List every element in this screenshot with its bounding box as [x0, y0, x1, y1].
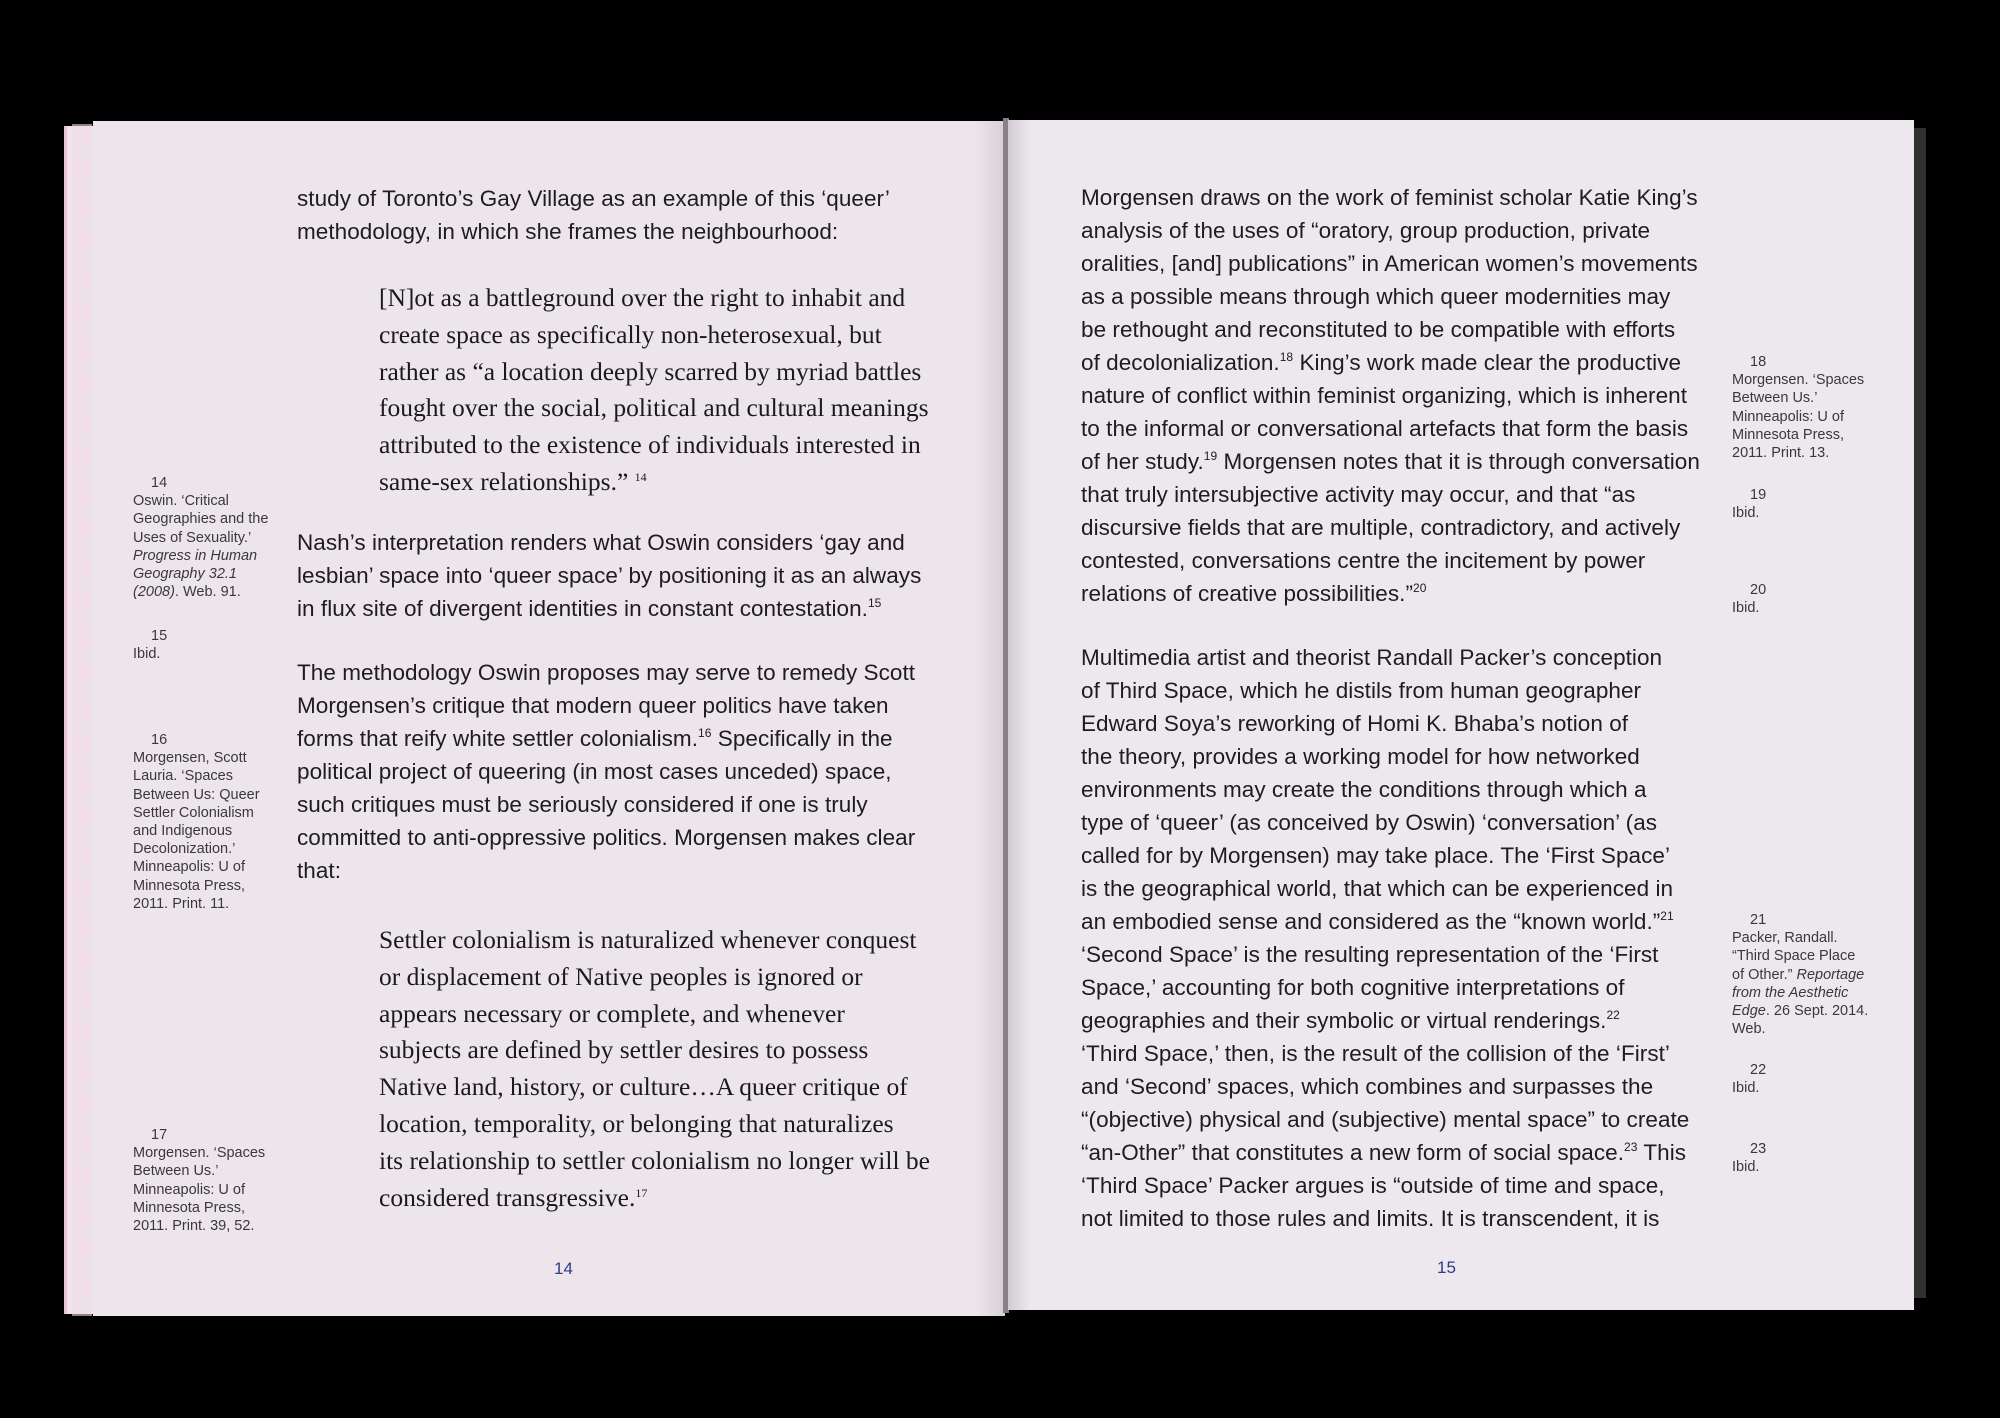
text-line: forms that reify white settler colonialism.	[297, 726, 699, 751]
footnote-ref: 20	[1413, 581, 1427, 595]
footnote-ref: 16	[698, 726, 712, 740]
quote-line: considered transgressive.	[379, 1182, 636, 1212]
note-line: Between Us: Queer	[133, 786, 260, 803]
note-line: Lauria. ‘Spaces	[133, 768, 233, 785]
quote-line: [N]ot as a battleground over the right to inhabit and	[379, 283, 906, 312]
footnote-ref: 19	[1203, 449, 1218, 463]
page-number-left: 14	[554, 1259, 573, 1278]
note-line: Morgensen. ‘Spaces	[133, 1145, 266, 1162]
text-line: environments may create the conditions through which a	[1081, 777, 1647, 802]
block-quote-1	[379, 280, 929, 501]
right-paragraph-1	[1081, 181, 1700, 610]
text-line: not limited to those rules and limits. It is transcendent, it is	[1081, 1206, 1660, 1231]
note-italic: Progress in Human	[133, 547, 258, 564]
text-line: ‘Third Space’ Packer argues is “outside of time and space,	[1081, 1173, 1665, 1198]
text-line: type of ‘queer’ (as conceived by Oswin) ‘conversation’ (as	[1081, 810, 1658, 835]
quote-line: same-sex relationships.”	[379, 466, 635, 496]
text-line: that:	[297, 858, 342, 883]
sidenote-17	[133, 1126, 293, 1235]
quote-line: create space as specifically non-heterosexual, but	[379, 319, 882, 349]
footnote-ref: 22	[1606, 1008, 1620, 1022]
note-number: 22	[1750, 1062, 1767, 1078]
left-paragraph-3	[297, 656, 915, 887]
page-number-right: 15	[1437, 1258, 1456, 1277]
note-italic: Edge	[1732, 1003, 1766, 1020]
note-italic: from the Aesthetic	[1732, 984, 1849, 1001]
text-line: to the informal or conversational artefacts that form the basis	[1081, 416, 1689, 441]
note-line: Geographies and the	[133, 511, 269, 528]
footnote-ref: 21	[1660, 909, 1674, 923]
note-line: Uses of Sexuality.’	[133, 529, 252, 546]
text-line: Morgensen’s critique that modern queer politics have taken	[297, 693, 889, 718]
text-line: nature of conflict within feminist organizing, which is inherent	[1081, 383, 1687, 408]
text-line: that truly intersubjective activity may occur, and that “as	[1081, 482, 1636, 507]
quote-line: subjects are defined by settler desires to possess	[379, 1035, 869, 1065]
note-line: Minneapolis: U of	[133, 1181, 246, 1198]
sidenote-16	[133, 731, 293, 913]
text-line: of decolonialization.	[1081, 350, 1280, 375]
text-line: and ‘Second’ spaces, which combines and surpasses the	[1081, 1074, 1654, 1099]
note-line: Morgensen. ‘Spaces	[1732, 372, 1865, 389]
note-line: 2011. Print. 11.	[133, 895, 230, 912]
text-line: Nash’s interpretation renders what Oswin considers ‘gay and	[297, 530, 905, 555]
note-line: “Third Space Place	[1732, 948, 1856, 965]
footnote-ref: 18	[1279, 350, 1294, 364]
text-line: Multimedia artist and theorist Randall Packer’s conception	[1081, 645, 1663, 670]
note-line: Ibid.	[1732, 600, 1760, 617]
note-line: Packer, Randall.	[1732, 930, 1838, 947]
note-number: 16	[151, 732, 168, 748]
text-line: such critiques must be seriously considered if one is truly	[297, 792, 868, 817]
note-line: Ibid.	[1732, 505, 1760, 522]
note-line: Ibid.	[133, 646, 161, 663]
note-number: 19	[1750, 487, 1767, 503]
quote-line: Native land, history, or culture…A queer critique of	[379, 1072, 908, 1102]
text-line: contested, conversations centre the incitement by power	[1081, 548, 1646, 573]
sidenote-19	[1732, 486, 1892, 522]
text-line: Edward Soya’s reworking of Homi K. Bhaba’s notion of	[1081, 711, 1629, 736]
left-paragraph-1	[297, 182, 890, 248]
note-line: Minnesota Press,	[133, 877, 246, 894]
note-number: 17	[151, 1127, 168, 1143]
quote-line: its relationship to settler colonialism no longer will be	[379, 1145, 930, 1175]
note-line: 2011. Print. 13.	[1732, 445, 1830, 462]
note-line: . Web. 91.	[174, 584, 241, 601]
note-italic: Geography 32.1	[133, 566, 237, 583]
note-line: Morgensen, Scott	[133, 750, 247, 767]
text-line: called for by Morgensen) may take place. The ‘First Space’	[1081, 843, 1670, 868]
text-line: is the geographical world, that which can be experienced in	[1081, 876, 1674, 901]
footnote-ref: 14	[634, 469, 647, 484]
note-line: Minneapolis: U of	[133, 859, 246, 876]
note-number: 20	[1750, 582, 1767, 598]
block-quote-2	[379, 922, 930, 1216]
text-line: “(objective) physical and (subjective) mental space” to create	[1081, 1107, 1690, 1132]
text-line: This	[1637, 1140, 1687, 1165]
note-number: 18	[1750, 354, 1767, 370]
text-line: lesbian’ space into ‘queer space’ by positioning it as an always	[297, 563, 922, 588]
sidenote-23	[1732, 1140, 1892, 1176]
text-line: be rethought and reconstituted to be compatible with efforts	[1081, 317, 1676, 342]
footnote-ref: 17	[635, 1185, 648, 1200]
quote-line: rather as “a location deeply scarred by myriad battles	[379, 356, 922, 386]
left-paragraph-2	[297, 526, 921, 625]
note-line: Settler Colonialism	[133, 804, 254, 821]
text-line: geographies and their symbolic or virtual renderings.	[1081, 1008, 1607, 1033]
quote-line: appears necessary or complete, and whenever	[379, 998, 845, 1028]
right-cover-edge	[1914, 128, 1926, 1298]
text-line: oralities, [and] publications” in American women’s movements	[1081, 251, 1698, 276]
note-number: 14	[151, 475, 168, 491]
sidenote-18	[1732, 353, 1892, 462]
text-line: Specifically in the	[711, 726, 893, 751]
quote-line: fought over the social, political and cultural meanings	[379, 393, 929, 423]
note-line: Ibid.	[1732, 1080, 1760, 1097]
note-line: Decolonization.’	[133, 841, 236, 858]
text-line: Morgensen notes that it is through conversation	[1217, 449, 1700, 474]
sidenote-22	[1732, 1061, 1892, 1097]
note-number: 15	[151, 628, 168, 644]
text-line: relations of creative possibilities.”	[1081, 581, 1413, 606]
note-line: . 26 Sept. 2014.	[1765, 1003, 1869, 1020]
note-line: Web.	[1732, 1021, 1766, 1038]
text-line: the theory, provides a working model for how networked	[1081, 744, 1640, 769]
sidenote-21	[1732, 911, 1892, 1038]
text-line: ‘Third Space,’ then, is the result of the collision of the ‘First’	[1081, 1041, 1670, 1066]
note-line: 2011. Print. 39, 52.	[133, 1218, 255, 1235]
right-paragraph-2	[1081, 641, 1689, 1235]
text-line: analysis of the uses of “oratory, group production, private	[1081, 218, 1651, 243]
note-italic: (2008)	[133, 584, 175, 601]
text-line: ‘Second Space’ is the resulting representation of the ‘First	[1081, 942, 1659, 967]
note-line: Minnesota Press,	[1732, 426, 1845, 443]
text-line: as a possible means through which queer modernities may	[1081, 284, 1671, 309]
note-line: Ibid.	[1732, 1159, 1760, 1176]
text-line: King’s work made clear the productive	[1293, 350, 1682, 375]
quote-line: location, temporality, or belonging that naturalizes	[379, 1108, 894, 1138]
text-line: committed to anti-oppressive politics. Morgensen makes clear	[297, 825, 916, 850]
note-line: Between Us.’	[1732, 390, 1818, 407]
text-line: The methodology Oswin proposes may serve to remedy Scott	[297, 660, 916, 685]
quote-line: or displacement of Native peoples is ignored or	[379, 961, 863, 991]
footnote-ref: 23	[1624, 1140, 1638, 1154]
text-line: an embodied sense and considered as the “known world.”	[1081, 909, 1661, 934]
note-line: Between Us.’	[133, 1163, 219, 1180]
note-line: and Indigenous	[133, 823, 233, 840]
text-line: study of Toronto’s Gay Village as an example of this ‘queer’	[297, 186, 890, 211]
text-line: Morgensen draws on the work of feminist scholar Katie King’s	[1081, 185, 1698, 210]
sidenote-15	[133, 627, 293, 663]
note-line: Minneapolis: U of	[1732, 408, 1845, 425]
text-line: in flux site of divergent identities in constant contestation.	[297, 596, 868, 621]
text-line: political project of queering (in most cases unceded) space,	[297, 759, 892, 784]
note-line: Oswin. ‘Critical	[133, 493, 229, 510]
note-line: of Other.”	[1732, 966, 1797, 983]
quote-line: Settler colonialism is naturalized whenever conquest	[379, 925, 917, 954]
text-line: discursive fields that are multiple, contradictory, and actively	[1081, 515, 1681, 540]
note-number: 23	[1750, 1141, 1767, 1157]
quote-line: attributed to the existence of individuals interested in	[379, 430, 921, 460]
text-line: methodology, in which she frames the neighbourhood:	[297, 219, 839, 244]
text-line: “an-Other” that constitutes a new form of social space.	[1081, 1140, 1624, 1165]
left-page-stack-marks	[72, 124, 92, 1316]
sidenote-14	[133, 474, 293, 601]
note-number: 21	[1750, 912, 1767, 928]
text-line: Space,’ accounting for both cognitive interpretations of	[1081, 975, 1625, 1000]
note-line: Minnesota Press,	[133, 1199, 246, 1216]
note-italic: Reportage	[1796, 966, 1865, 983]
footnote-ref: 15	[867, 596, 882, 610]
sidenote-20	[1732, 581, 1892, 617]
text-line: of her study.	[1081, 449, 1204, 474]
text-line: of Third Space, which he distils from human geographer	[1081, 678, 1642, 703]
